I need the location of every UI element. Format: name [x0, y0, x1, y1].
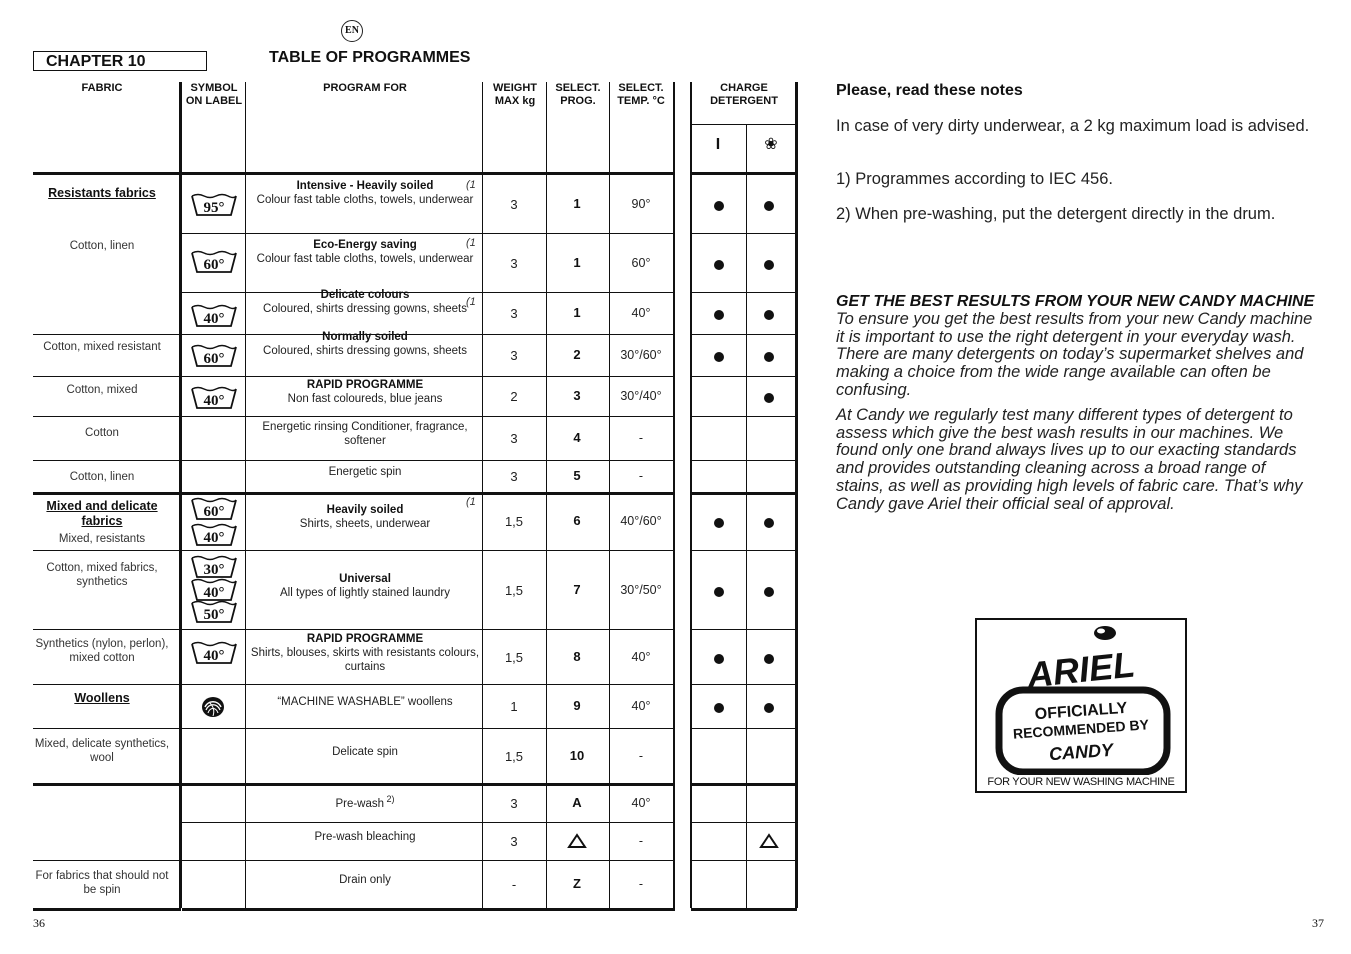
svg-text:30°: 30° [203, 562, 225, 578]
program-description: Pre-wash $^{2)}$ [335, 793, 395, 810]
svg-text:40°: 40° [203, 585, 225, 601]
wash-tub-icon [190, 304, 238, 333]
header-program: PROGRAM FOR [323, 82, 407, 94]
programme-number: 6 [573, 513, 581, 528]
wash-tub-icon [190, 193, 238, 222]
programme-temperature: 40° [631, 306, 651, 320]
softener-dot [764, 587, 774, 597]
programme-temperature: 30°/40° [620, 389, 662, 403]
programme-temperature: 90° [631, 197, 651, 211]
main-wash-detergent-dot [714, 260, 724, 270]
header-charge-softener: ❀ [764, 136, 778, 153]
fabric-cotton-mixed: Cotton, mixed [66, 384, 138, 396]
max-weight: - [511, 877, 517, 892]
logo-caption: FOR YOUR NEW WASHING MACHINE [987, 776, 1175, 788]
programme-number: 1 [573, 196, 581, 211]
header-symbol: SYMBOL ON LABEL [185, 82, 243, 107]
program-description: Normally soiled Coloured, shirts dressing gowns, sheets [263, 331, 467, 357]
programme-temperature: 60° [631, 255, 651, 270]
logo-officially: OFFICIALLY [1034, 699, 1128, 724]
header-fabric: FABRIC [81, 82, 123, 94]
program-description: Universal All types of lightly stained laundry [279, 572, 451, 599]
fabric-no-spin: For fabrics that should not be spin [35, 870, 169, 896]
programme-number: 10 [569, 747, 585, 763]
max-weight: 3 [510, 306, 518, 321]
fabric-cotton-linen-2: Cotton, linen [69, 471, 135, 483]
programme-number: Z [573, 876, 581, 891]
max-weight: 1,5 [504, 649, 524, 665]
page-number-right: 37 [1312, 916, 1324, 930]
wool-icon [199, 694, 227, 725]
programme-number: 2 [573, 347, 581, 362]
note-iec: 1) Programmes according to IEC 456. [836, 170, 1113, 188]
program-description: Intensive - Heavily soiled Colour fast table cloths, towels, underwear [256, 180, 474, 206]
programme-temperature: - [638, 748, 644, 763]
footnote-marker: (1 [466, 179, 476, 191]
max-weight: 1 [510, 699, 518, 714]
programme-temperature: 30°/60° [620, 348, 662, 362]
fabric-resistants-heading: Resistants fabrics [48, 186, 156, 200]
fabric-mixed-resistants: Mixed, resistants [58, 533, 146, 545]
program-description: “MACHINE WASHABLE” woollens [277, 696, 453, 708]
fabric-woollens-heading: Woollens [74, 691, 130, 705]
fabric-synthetics: Synthetics (nylon, perlon), mixed cotton [35, 638, 169, 664]
page-number-left: 36 [33, 916, 45, 930]
note-underwear: In case of very dirty underwear, a 2 kg maximum load is advised. [836, 117, 1310, 135]
program-description: Heavily soiled Shirts, sheets, underwear [299, 504, 431, 530]
softener-dot [764, 260, 774, 270]
header-temp: SELECT. TEMP. °C [617, 82, 665, 107]
fabric-mixed-delicate-wool: Mixed, delicate synthetics, wool [34, 738, 170, 764]
main-wash-detergent-dot [714, 654, 724, 664]
max-weight: 3 [510, 197, 518, 212]
programme-number: 1 [573, 254, 581, 270]
programme-number: A [572, 794, 582, 810]
header-select: SELECT. PROG. [555, 82, 601, 107]
wash-tub-icon [190, 386, 238, 415]
main-wash-detergent-dot [714, 201, 724, 211]
max-weight: 3 [510, 795, 518, 811]
svg-text:40°: 40° [203, 393, 225, 409]
svg-text:60°: 60° [203, 351, 225, 367]
programme-number: 7 [573, 581, 581, 597]
wash-tub-icon [190, 523, 238, 552]
header-charge-main-wash: I [715, 136, 721, 153]
softener-dot [764, 703, 774, 713]
wash-tub-icon [190, 497, 238, 526]
program-description: Delicate spin [332, 745, 398, 758]
footnote-marker: (1 [466, 237, 476, 249]
programme-number: 5 [573, 468, 581, 483]
promo-paragraph-2: At Candy we regularly test many different types of detergent to assess which give the best wash results in our machines. We found only one brand always lives up to our exacting standards and provides outstanding cleaning across a broad range of stains, as well as providing high levels of fabric care. That’s why Candy gave Ariel their official seal of approval. [836, 406, 1303, 513]
main-wash-detergent-dot [714, 703, 724, 713]
programme-temperature: 40°/60° [620, 514, 662, 528]
max-weight: 1,5 [504, 514, 524, 529]
fabric-cotton-mixed-synthetics: Cotton, mixed fabrics, synthetics [46, 562, 158, 588]
fabric-cotton: Cotton [85, 427, 119, 439]
promo-paragraph-1: To ensure you get the best results from your new Candy machine it is important to use the right detergent in your everyday wash. There are many detergents on today’s supermarket shelves and making a choice from the wide range available can often be confusing. [836, 310, 1313, 399]
main-wash-detergent-dot [714, 518, 724, 528]
programme-temperature: 40° [631, 699, 651, 713]
program-description: Energetic rinsing Conditioner, fragrance, softener [262, 421, 468, 447]
footnote-marker: (1 [466, 496, 476, 508]
header-charge: CHARGE DETERGENT [710, 82, 778, 107]
fabric-cotton-linen: Cotton, linen [69, 240, 135, 252]
wash-tub-icon [190, 344, 238, 373]
program-description: RAPID PROGRAMME Non fast coloureds, blue jeans [287, 379, 443, 405]
svg-text:40°: 40° [203, 311, 225, 327]
softener-dot [764, 352, 774, 362]
page-title: TABLE OF PROGRAMMES [269, 49, 471, 66]
main-wash-detergent-dot [714, 587, 724, 597]
note-prewash: 2) When pre-washing, put the detergent directly in the drum. [836, 205, 1276, 223]
fabric-mixed-delicate-heading: Mixed and delicate fabrics [46, 499, 158, 528]
bleach-triangle-icon [759, 833, 779, 854]
softener-dot [764, 310, 774, 320]
max-weight: 3 [510, 834, 518, 849]
max-weight: 3 [510, 255, 518, 271]
programme-number: 4 [573, 430, 581, 445]
svg-text:60°: 60° [203, 257, 225, 273]
fabric-cotton-mixed-resistant: Cotton, mixed resistant [43, 341, 161, 353]
program-description: RAPID PROGRAMME Shirts, blouses, skirts with resistants colours, curtains [250, 632, 480, 673]
max-weight: 3 [510, 431, 518, 446]
softener-dot [764, 201, 774, 211]
wash-tub-icon [190, 250, 238, 279]
wash-tub-icon [190, 641, 238, 670]
svg-text:50°: 50° [203, 607, 225, 623]
program-description: Eco-Energy saving Colour fast table cloths, towels, underwear [256, 238, 474, 265]
promo-heading: GET THE BEST RESULTS FROM YOUR NEW CANDY MACHINE [836, 293, 1315, 310]
header-weight: WEIGHT MAX kg [493, 82, 537, 107]
notes-title: Please, read these notes [836, 82, 1023, 99]
softener-dot [764, 654, 774, 664]
logo-candy: CANDY [1048, 739, 1114, 765]
programme-number: 1 [573, 305, 581, 320]
max-weight: 1,5 [504, 748, 524, 764]
programme-temperature: - [638, 877, 644, 891]
max-weight: 1,5 [504, 582, 524, 598]
footnote-marker: (1 [466, 296, 476, 308]
programme-temperature: 40° [631, 795, 651, 810]
svg-text:95°: 95° [203, 200, 225, 216]
svg-text:40°: 40° [203, 648, 225, 664]
ariel-logo [975, 618, 1187, 793]
program-description: Energetic spin [328, 466, 402, 478]
programme-number: 3 [573, 388, 581, 403]
main-wash-detergent-dot [714, 352, 724, 362]
chapter-label: CHAPTER 10 [33, 51, 207, 71]
softener-dot [764, 518, 774, 528]
programme-temperature: 30°/50° [620, 582, 662, 597]
max-weight: 2 [510, 389, 518, 404]
program-description: Drain only [339, 874, 391, 886]
ariel-brand-text: ARIEL [1025, 643, 1137, 696]
max-weight: 3 [510, 469, 518, 484]
softener-dot [764, 393, 774, 403]
logo-recommended: RECOMMENDED BY [1012, 716, 1150, 742]
program-description: Pre-wash bleaching [314, 831, 416, 843]
bleach-triangle-icon [547, 833, 607, 852]
programme-temperature: - [638, 834, 644, 848]
programme-temperature: - [638, 469, 644, 483]
language-badge: EN [341, 20, 363, 42]
wash-tub-icon [190, 600, 238, 629]
programme-temperature: 40° [631, 649, 651, 664]
main-wash-detergent-dot [714, 310, 724, 320]
programme-number: 9 [573, 698, 581, 713]
max-weight: 3 [510, 348, 518, 363]
svg-text:40°: 40° [203, 530, 225, 546]
programme-number: 8 [573, 648, 581, 664]
svg-text:60°: 60° [203, 504, 225, 520]
program-description: Delicate colours Coloured, shirts dressing gowns, sheets [263, 289, 467, 315]
programme-temperature: - [638, 431, 644, 445]
